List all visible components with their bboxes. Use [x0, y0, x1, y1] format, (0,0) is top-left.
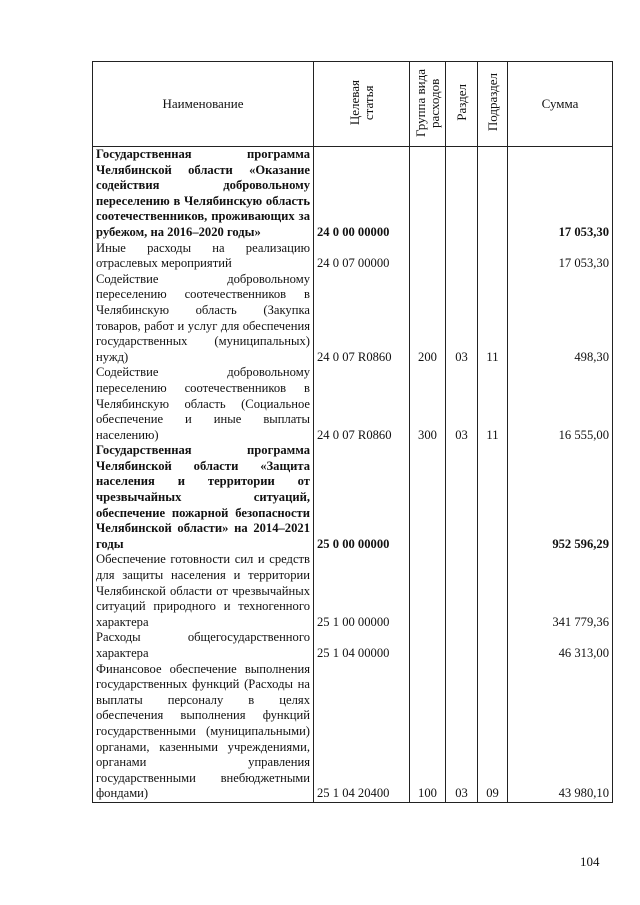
- cell-subsection: [478, 552, 508, 630]
- cell-sum: 16 555,00: [508, 365, 613, 443]
- cell-subsection: 11: [478, 272, 508, 366]
- table-row: [93, 272, 613, 366]
- cell-subsection: 11: [478, 365, 508, 443]
- cell-target-item: 24 0 00 00000: [314, 147, 410, 241]
- cell-name: Содействие добровольному переселению соотечественников в Челябинскую область (Социальное обеспечение и иные выплаты населению): [93, 365, 314, 443]
- cell-section: [446, 552, 478, 630]
- cell-name: Государственная программа Челябинской области «Защита населения и территории от чрезвычайных ситуаций, обеспечение пожарной безопасности Челябинской области» на 2014–2021 годы: [93, 443, 314, 552]
- page-number: 104: [580, 854, 600, 869]
- cell-section: 03: [446, 272, 478, 366]
- cell-section: [446, 147, 478, 241]
- header-subsection: Подраздел: [478, 62, 508, 147]
- cell-subsection: [478, 443, 508, 552]
- cell-expense-group: [410, 443, 446, 552]
- cell-section: 03: [446, 365, 478, 443]
- cell-name: Обеспечение готовности сил и средств для защиты населения и территории Челябинской области от чрезвычайных ситуаций природного и техногенного характера: [93, 552, 314, 630]
- cell-name: Расходы общегосударственного характера: [93, 630, 314, 661]
- cell-section: [446, 630, 478, 661]
- cell-section: [446, 241, 478, 272]
- table-row: [93, 443, 613, 552]
- header-name: Наименование: [93, 62, 314, 147]
- cell-section: 03: [446, 662, 478, 803]
- header-sum: Сумма: [508, 62, 613, 147]
- cell-section: [446, 443, 478, 552]
- table-row: [93, 552, 613, 630]
- cell-target-item: 24 0 07 R0860: [314, 365, 410, 443]
- cell-subsection: [478, 241, 508, 272]
- cell-target-item: 25 1 04 20400: [314, 662, 410, 803]
- cell-subsection: 09: [478, 662, 508, 803]
- cell-target-item: 24 0 07 R0860: [314, 272, 410, 366]
- table-body: [93, 147, 613, 803]
- cell-expense-group: 200: [410, 272, 446, 366]
- table-row: [93, 147, 613, 241]
- cell-target-item: 25 1 00 00000: [314, 552, 410, 630]
- cell-name: Государственная программа Челябинской области «Оказание содействия добровольному переселению в Челябинскую область соотечественников, проживающих за рубежом, на 2016–2020 годы»: [93, 147, 314, 241]
- cell-name: Содействие добровольному переселению соотечественников в Челябинскую область (Закупка товаров, работ и услуг для обеспечения государственных (муниципальных) нужд): [93, 272, 314, 366]
- table-row: [93, 241, 613, 272]
- table-header-row: [93, 62, 613, 147]
- cell-sum: 17 053,30: [508, 241, 613, 272]
- cell-expense-group: 100: [410, 662, 446, 803]
- header-expense-group: Группа вида расходов: [410, 62, 446, 147]
- cell-expense-group: [410, 241, 446, 272]
- cell-expense-group: 300: [410, 365, 446, 443]
- table-row: [93, 365, 613, 443]
- table-row: [93, 630, 613, 661]
- cell-target-item: 24 0 07 00000: [314, 241, 410, 272]
- cell-sum: 17 053,30: [508, 147, 613, 241]
- cell-sum: 46 313,00: [508, 630, 613, 661]
- header-section: Раздел: [446, 62, 478, 147]
- cell-subsection: [478, 147, 508, 241]
- cell-expense-group: [410, 630, 446, 661]
- cell-expense-group: [410, 147, 446, 241]
- cell-sum: 43 980,10: [508, 662, 613, 803]
- table-row: [93, 662, 613, 803]
- cell-sum: 498,30: [508, 272, 613, 366]
- cell-sum: 341 779,36: [508, 552, 613, 630]
- cell-expense-group: [410, 552, 446, 630]
- cell-subsection: [478, 630, 508, 661]
- cell-name: Финансовое обеспечение выполнения государственных функций (Расходы на выплаты персоналу в целях обеспечения выполнения функций государственными (муниципальными) органами, казенными учреждениями, органами управления государственными внебюджетными фондами): [93, 662, 314, 803]
- cell-target-item: 25 0 00 00000: [314, 443, 410, 552]
- budget-table: [92, 61, 613, 803]
- header-target-item: Целевая статья: [314, 62, 410, 147]
- cell-name: Иные расходы на реализацию отраслевых мероприятий: [93, 241, 314, 272]
- cell-target-item: 25 1 04 00000: [314, 630, 410, 661]
- cell-sum: 952 596,29: [508, 443, 613, 552]
